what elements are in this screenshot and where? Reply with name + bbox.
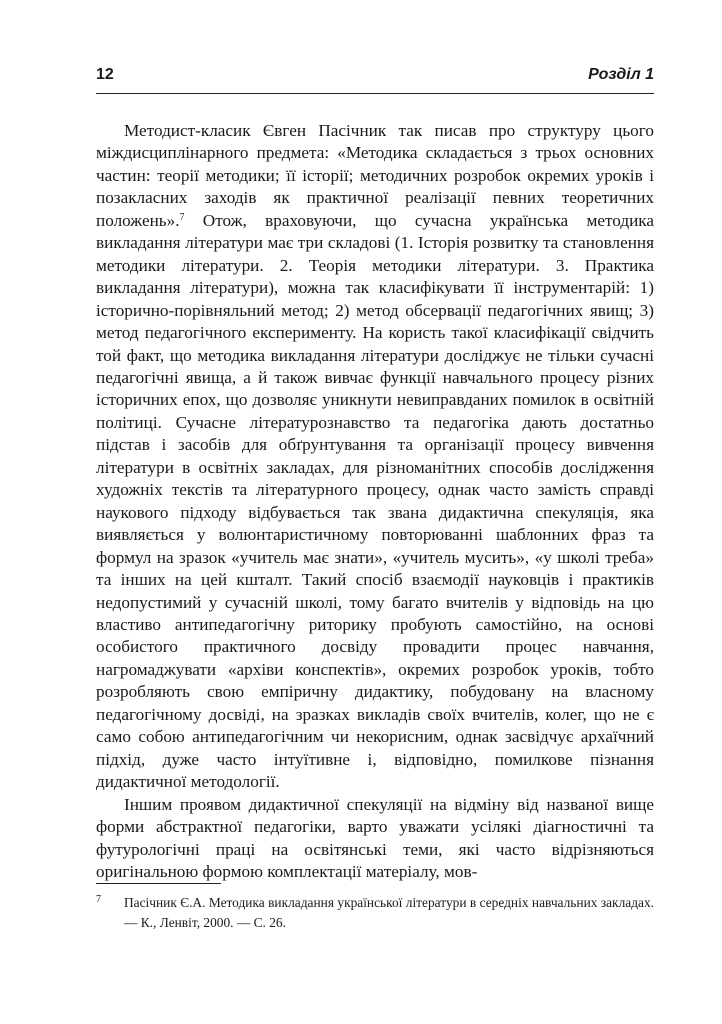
- paragraph-1-part-b: Отож, враховуючи, що сучасна українська методика викладання літератури має три складові (1. Історія розвитку та становлення методики літератури. 2. Теорія методики літератури. 3. Практика викладання літератури), можна так класифікувати її інструментарій: 1) історично-порівняльний метод; 2) метод обсервації педагогічних явищ; 3) метод педагогічного експерименту. На користь такої класифікації свідчить той факт, що методика викладання літератури досліджує не тільки сучасні педагогічні явища, а й також вивчає функції навчального процесу різних історичних епох, що дозволяє уникнути невиправданих помилок в освітній політиці. Сучасне літературознавство та педагогіка дають достатньо підстав і засобів для обґрунтування та організації процесу вивчення літератури в освітніх закладах, для різноманітних способів дослідження художніх текстів та літературного процесу, однак часто замість справді наукового підходу відбувається так звана дидактична спекуляція, яка виявляється у волюнтаристичному повторюванні шаблонних фраз та формул на зразок «учитель має знати», «учитель мусить», «у школі треба» та інших на цей кшталт. Такий спосіб взаємодії науковців і практиків недопустимий у сучасній школі, тому багато вчителів у відповідь на цю властиво антипедагогічну риторику пробують самостійно, на основі особистого практичного досвіду провадити процес навчання, нагромаджувати «архіви конспектів», окремих розробок уроків, тобто розробляють свою емпіричну дидактику, побудовану на власному педагогічному досвіді, на зразках викладів своїх вчителів, колег, що не є само собою антипедагогічним чи некорисним, однак засвідчує архаїчний підхід, дуже часто інтуїтивне і, відповідно, помилкове пізнання дидактичної методології.: [96, 210, 654, 792]
- body-text: [96, 120, 654, 883]
- footnote-rule: [96, 883, 221, 884]
- footnote-reference[interactable]: 7: [179, 211, 185, 223]
- paragraph-1-part-a: Методист-класик Євген Пасічник так писав про структуру цього міждисциплінарного предмета: «Методика складається з трьох основних частин: теорії методики; її історії; методичних розробок окремих уроків і позакласних заходів як практичної реалізації певних теоретичних положень».: [96, 121, 654, 230]
- page-number: 12: [96, 66, 114, 83]
- footnote-number: 7: [96, 894, 101, 905]
- footnote: [96, 893, 654, 933]
- paragraph-1: [96, 120, 654, 794]
- section-title: Розділ 1: [588, 66, 654, 83]
- running-head: [96, 66, 654, 92]
- footnote-text: Пасічник Є.А. Методика викладання української літератури в середніх навчальних закладах. — К., Ленвіт, 2000. — С. 26.: [124, 895, 654, 930]
- header-rule: [96, 93, 654, 94]
- paragraph-2: Іншим проявом дидактичної спекуляції на відміну від названої вище форми абстрактної педагогіки, варто уважати усілякі діагностичні та футурологічні праці на освітянські теми, які часто відрізняються оригінальною формою комплектації матеріалу, мов-: [96, 794, 654, 881]
